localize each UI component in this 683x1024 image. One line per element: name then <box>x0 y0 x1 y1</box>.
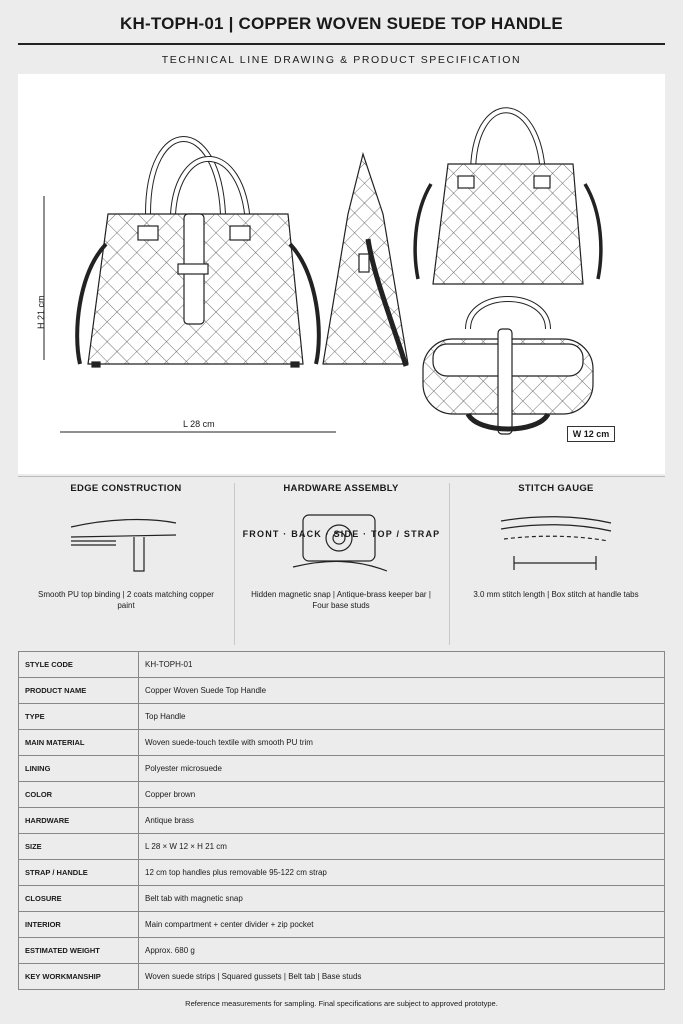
spec-row <box>19 756 665 782</box>
spec-row <box>19 808 665 834</box>
spec-row <box>19 678 665 704</box>
detail-text: Hidden magnetic snap | Antique-brass keeper bar | Four base studs <box>251 590 431 610</box>
detail-text: Smooth PU top binding | 2 coats matching copper paint <box>38 590 214 610</box>
spec-value: Copper Woven Suede Top Handle <box>139 678 665 704</box>
detail-divider <box>234 483 235 645</box>
edge-construction-icon <box>66 509 186 579</box>
detail-hardware-assembly <box>236 483 446 643</box>
page-title: KH-TOPH-01 | COPPER WOVEN SUEDE TOP HANDLE <box>120 14 563 33</box>
spec-key: SIZE <box>19 834 139 860</box>
spec-key: COLOR <box>19 782 139 808</box>
spec-key: TYPE <box>19 704 139 730</box>
footer-note: Reference measurements for sampling. Final specifications are subject to approved prototype. <box>185 999 498 1008</box>
stitch-gauge-icon <box>496 509 616 579</box>
spec-value: Polyester microsuede <box>139 756 665 782</box>
front-view-drawing <box>77 139 319 367</box>
spec-key: MAIN MATERIAL <box>19 730 139 756</box>
spec-value: Belt tab with magnetic snap <box>139 886 665 912</box>
spec-row <box>19 782 665 808</box>
spec-value: KH-TOPH-01 <box>139 652 665 678</box>
top-view-drawing <box>423 299 593 434</box>
spec-value: Antique brass <box>139 808 665 834</box>
views-caption: FRONT · BACK · SIDE · TOP / STRAP <box>242 529 441 539</box>
detail-text: 3.0 mm stitch length | Box stitch at handle tabs <box>473 590 639 599</box>
spec-row <box>19 652 665 678</box>
detail-title: EDGE CONSTRUCTION <box>70 483 182 494</box>
spec-key: CLOSURE <box>19 886 139 912</box>
section-separator <box>18 476 665 477</box>
spec-row <box>19 964 665 990</box>
spec-value: 12 cm top handles plus removable 95-122 cm strap <box>139 860 665 886</box>
bag-line-drawings <box>18 74 665 474</box>
spec-row <box>19 704 665 730</box>
spec-row <box>19 860 665 886</box>
spec-value: Main compartment + center divider + zip pocket <box>139 912 665 938</box>
detail-title: STITCH GAUGE <box>518 483 594 494</box>
spec-key: INTERIOR <box>19 912 139 938</box>
width-dimension-label: W 12 cm <box>567 426 615 442</box>
spec-row <box>19 912 665 938</box>
spec-row <box>19 938 665 964</box>
spec-row <box>19 886 665 912</box>
spec-key: KEY WORKMANSHIP <box>19 964 139 990</box>
detail-title: HARDWARE ASSEMBLY <box>283 483 399 494</box>
detail-divider <box>449 483 450 645</box>
back-view-drawing <box>415 110 601 284</box>
spec-key: STYLE CODE <box>19 652 139 678</box>
spec-table <box>18 651 665 990</box>
spec-row <box>19 730 665 756</box>
spec-key: HARDWARE <box>19 808 139 834</box>
height-dimension-label: H 21 cm <box>36 295 46 329</box>
page-subtitle: TECHNICAL LINE DRAWING & PRODUCT SPECIFICATION <box>161 54 522 66</box>
side-view-drawing <box>323 154 408 366</box>
detail-edge-construction <box>21 483 231 643</box>
spec-row <box>19 834 665 860</box>
spec-key: STRAP / HANDLE <box>19 860 139 886</box>
spec-key: PRODUCT NAME <box>19 678 139 704</box>
spec-key: ESTIMATED WEIGHT <box>19 938 139 964</box>
spec-value: Approx. 680 g <box>139 938 665 964</box>
spec-value: Woven suede strips | Squared gussets | Belt tab | Base studs <box>139 964 665 990</box>
spec-value: Woven suede-touch textile with smooth PU trim <box>139 730 665 756</box>
spec-key: LINING <box>19 756 139 782</box>
title-rule <box>18 43 665 45</box>
magnetic-snap-icon <box>281 509 401 579</box>
length-dimension-label: L 28 cm <box>183 419 215 429</box>
detail-stitch-gauge <box>451 483 661 643</box>
spec-value: Copper brown <box>139 782 665 808</box>
spec-value: L 28 × W 12 × H 21 cm <box>139 834 665 860</box>
spec-value: Top Handle <box>139 704 665 730</box>
